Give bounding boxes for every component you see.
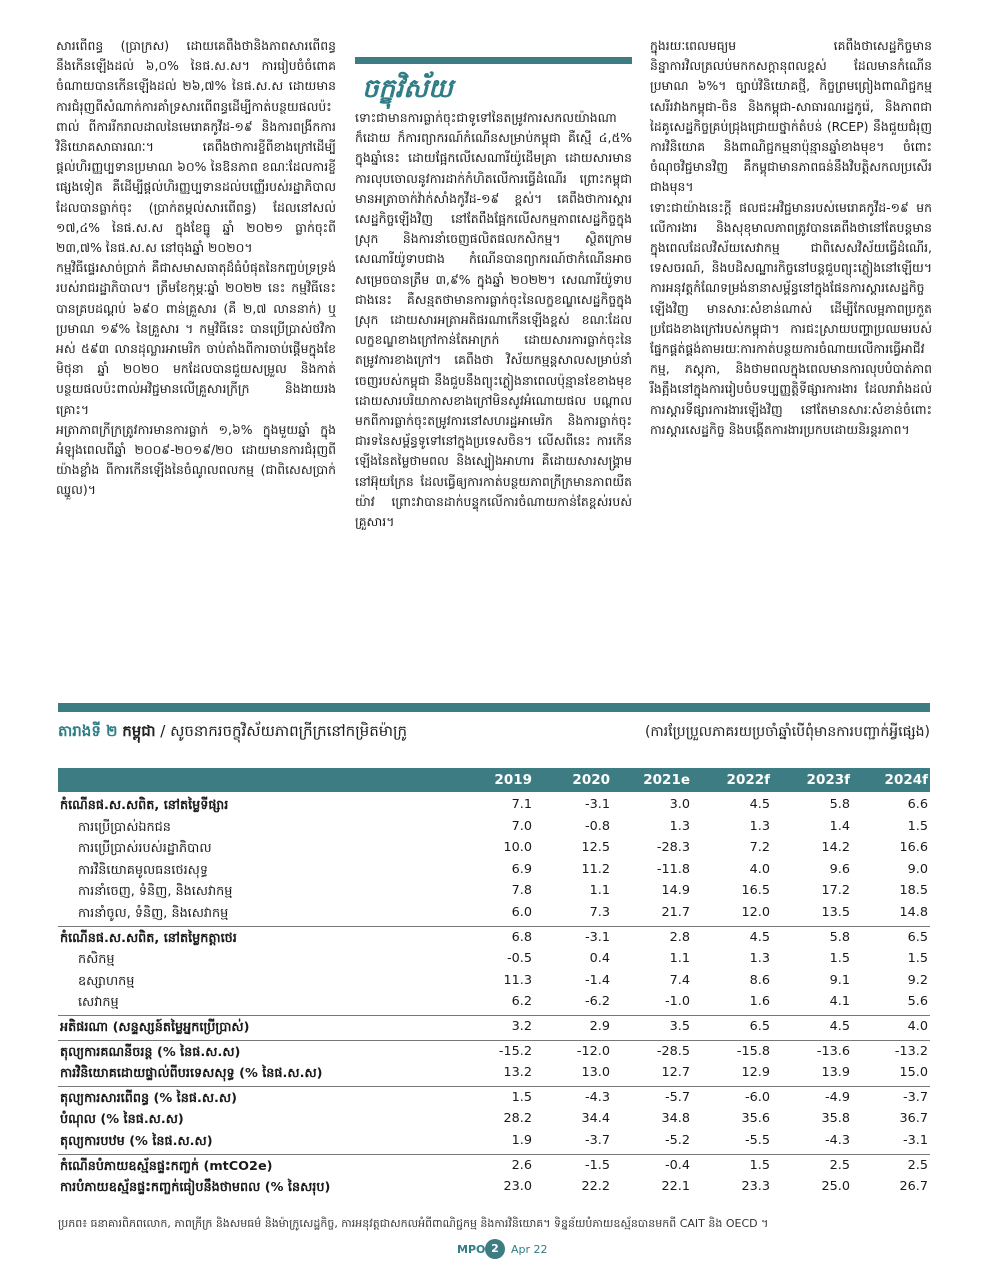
table-cell: 1.5 [749, 1157, 770, 1173]
table-cell: -1.4 [585, 972, 610, 988]
table-cell: -28.5 [656, 1043, 690, 1059]
table-cell: 18.5 [899, 883, 928, 899]
table-cell: 1.1 [669, 951, 690, 967]
table-cell: 3.5 [669, 1019, 690, 1034]
paragraph: ទោះជាយ៉ាងនេះក្ដី ផលជះអវិជ្ជមានរបស់មេរោគកូវីដ-១៩ មកលើការងារ និងសុខុមាលភាពត្រូវបានគេពឹងថានៅតែបន្តមានក្នុងពេលដែលវិស័យសេវាកម្ម ជាពិសេសវិស័យធ្វើដំណើរ, ទេសចរណ៍, និងបដិសណ្ឋារកិច្ចនៅបន្តជួបព្យុះភ្លៀងនៅឡើយ។ ការអនុវត្តកំណែទម្រង់នានាសម្ព័ន្ធនៅក្នុងផែនការស្ដារសេដ្ឋកិច្ចឡើងវិញ មានសារៈសំខាន់ណាស់ ដើម្បីកែលម្អភាពប្រកួតប្រជែងខាងក្រៅរបស់កម្ពុជា។ ការជះស្រាយបញ្ហាប្រឈមរបស់ផ្នែកផ្គត់ផ្គង់តាមរយៈការកាត់បន្ថយការចំណាយលើការធ្វើអាជីវកម្ម, ភស្តុភា, និងថាមពលក្នុងពេលមានការលុបបំបាត់ភាពរឹងត្អឹងនៅក្នុងការរៀបចំបទប្បញ្ញត្តិទីផ្សារការងារ ដែលរារាំងដល់ការស្ដារទីផ្សារការងារឡើងវិញ នៅតែមានសារៈសំខាន់ចំពោះការស្ដារសេដ្ឋកិច្ច និងបង្កើតការងារប្រកបដោយនិរន្តរភាព។ [650, 199, 932, 437]
row-label: កំណើនផ.ស.សពិត, នៅតម្លៃទីផ្សារ [60, 798, 229, 813]
table-cell: -13.6 [816, 1043, 850, 1059]
table-cell: 6.8 [511, 929, 532, 945]
table-row [58, 817, 930, 838]
table-cell: 1.5 [907, 951, 928, 967]
table-cell: -1.0 [665, 994, 690, 1010]
table-cell: -11.8 [656, 861, 690, 877]
table-cell: 14.2 [821, 840, 850, 856]
table-cell: 17.2 [821, 883, 850, 899]
paragraph: កម្មវិធីផ្ទេរសាច់ប្រាក់ គឺជាសមាសធាតុដ៏ធំបំផុតនៃកញ្ចប់ទ្រទ្រង់របស់រាជរដ្ឋាភិបាល។ ត្រឹមខែកុម្ភៈឆ្នាំ ២០២២ នេះ កម្មវិធីនេះបានគ្របដណ្ដប់ ៦៩០ ពាន់គ្រួសារ (គឺ ២,៧ លាននាក់) ឬប្រមាណ ១៩% នៃគ្រួសារ ។ កម្មវិធីនេះ បានប្រើប្រាស់ថវិកាអស់ ៥៩៣ លានដុល្លារអាមេរិក ចាប់តាំងពីការចាប់ផ្ដើមក្នុងខែមិថុនា ឆ្នាំ ២០២០ មកដែលបានជួយសម្រួល និងកាត់បន្ថយផលប៉ះពាល់អវិជ្ជមានលើគ្រួសារក្រីក្រ និងងាយរងគ្រោះ។ [56, 260, 336, 417]
row-label: ការនាំចូល, ទំនិញ, និងសេវាកម្ម [78, 906, 229, 921]
paragraph: អត្រាភាពក្រីក្រត្រូវការមានការធ្លាក់ ១,៦% ក្នុងមួយឆ្នាំ ក្នុងអំឡុងពេលពីឆ្នាំ ២០០៩-២០១៩/២០ ដោយមានការជំរុញពីយ៉ាងខ្លាំង ពីការកើនឡើងនៃចំណូលពលកម្ម (ជាពិសេសប្រាក់ឈ្នួល)។ [56, 421, 336, 498]
table-cell: 2.6 [511, 1157, 532, 1173]
table-cell: 6.5 [907, 929, 928, 945]
table-cell: -5.2 [665, 1133, 690, 1148]
paragraph: ទោះជាមានការធ្លាក់ចុះជាទូទៅនៃតម្រូវការសកលយ៉ាងណាក៏ដោយ ក៏ការព្យាករណ៍កំណើនសម្រាប់កម្ពុជា គឺស្មើ ៤,៥% ក្នុងឆ្នាំនេះ ដោយផ្អែកលើសេណារីយ៉ូដើមគ្រា ដោយសារមានការលុបចោលនូវការដាក់កំហិតលើការធ្វើដំណើរ ព្រោះកម្ពុជាមានអត្រាចាក់វ៉ាក់សាំងកូវីដ-១៩ ខ្ពស់។ គេពឹងថាការស្ដារសេដ្ឋកិច្ចឡើងវិញ នៅតែពឹងផ្អែកលើសកម្មភាពសេដ្ឋកិច្ចក្នុងស្រុក និងការនាំចេញផលិតផលកសិកម្ម។ ស្ថិតក្រោមសេណារីយ៉ូទាបជាង កំណើនបានព្យាករណ៍ថាកំណើនអាចសម្រេចបានត្រឹម ៣,៩% ក្នុងឆ្នាំ ២០២២។ សេណារីយ៉ូទាបជាងនេះ គឺសន្មតថាមានការធ្លាក់ចុះនៃលក្ខខណ្ឌសេដ្ឋកិច្ចក្នុងស្រុក ដោយសារអត្រាអតិផរណាកើនឡើងខ្ពស់ ខណៈដែលលក្ខខណ្ឌខាងក្រៅកាន់តែអាក្រក់ ដោយសារការធ្លាក់ចុះនៃតម្រូវការខាងក្រៅ។ គេពឹងថា វិស័យកម្មន្តសាលសម្រាប់នាំចេញរបស់កម្ពុជា នឹងជួបនឹងព្យុះភ្លៀងនាពេលប៉ុន្មានខែខាងមុខ ដោយសារបរិយាកាសខាងក្រៅមិនសូវអំណោយផល បណ្ដាលមកពីការធ្លាក់ចុះតម្រូវការនៅសហរដ្ឋអាមេរិក និងការធ្លាក់ចុះជារទនៃសម្ព័ន្ធទូទៅនៅក្នុងប្រទេសចិន។ លើសពីនេះ ការកើនឡើងនៃតម្លៃថាមពល និងស្បៀងអាហារ គឺដោយសារសង្គ្រាមនៅអ៊ុយក្រែន ដែលធ្វើឲ្យការកាត់បន្ថយភាពក្រីក្រមានភាពយឺតយ៉ាវ ព្រោះវាបានដាក់បន្ទុកលើការចំណាយកាន់តែខ្ពស់របស់គ្រួសារ។ [355, 110, 632, 530]
table-cell: 22.1 [661, 1179, 690, 1195]
row-label: ឧស្សាហកម្ម [78, 973, 135, 989]
table-cell: 12.7 [661, 1065, 690, 1081]
table-cell: 9.2 [907, 972, 928, 988]
table-cell: -3.1 [903, 1133, 928, 1148]
row-divider [58, 1040, 930, 1041]
table-cell: -0.8 [585, 818, 610, 834]
table-row [58, 860, 930, 881]
table-cell: 6.5 [749, 1019, 770, 1034]
table-cell: 23.3 [741, 1179, 770, 1195]
table-cell: 1.4 [829, 818, 850, 834]
table-row [58, 903, 930, 924]
row-label: កសិកម្ម [78, 952, 115, 968]
table-cell: -3.7 [585, 1133, 610, 1148]
table-cell: 14.9 [661, 883, 690, 899]
table-cell: 1.6 [749, 994, 770, 1010]
row-label: អតិផរណា (សន្ទស្សន៍តម្លៃអ្នកប្រើប្រាស់) [60, 1020, 250, 1035]
text-column-1 [56, 36, 336, 501]
table-cell: 3.0 [669, 797, 690, 812]
row-label: បំណុល (% នៃផ.ស.ស) [60, 1112, 184, 1128]
table-cell: 13.0 [581, 1065, 610, 1081]
table-cell: 4.5 [749, 929, 770, 945]
row-label: សេវាកម្ម [78, 995, 119, 1011]
year-header: 2021e [643, 772, 690, 788]
table-cell: 13.5 [821, 905, 850, 920]
table-cell: -3.7 [903, 1089, 928, 1105]
table-cell: 7.2 [749, 840, 770, 856]
table-cell: 21.7 [661, 905, 690, 920]
table-cell: -28.3 [656, 840, 690, 856]
section-title: ចក្ខុវិស័យ [362, 74, 453, 104]
table-cell: 4.1 [829, 994, 850, 1010]
table-header [58, 768, 930, 792]
table-cell: 34.4 [581, 1111, 610, 1127]
row-divider [58, 926, 930, 927]
table-cell: 6.0 [511, 905, 532, 920]
table-cell: -13.2 [894, 1043, 928, 1059]
row-label: ការប្រើប្រាស់ឯកជន [78, 819, 171, 835]
section-bar [355, 57, 632, 64]
table-cell: -5.5 [745, 1133, 770, 1148]
table-cell: 26.7 [899, 1179, 928, 1195]
table-cell: -3.1 [585, 929, 610, 945]
year-header: 2022f [726, 772, 770, 788]
table-cell: 7.1 [511, 797, 532, 812]
table-cell: 23.0 [503, 1179, 532, 1195]
table-cell: 10.0 [503, 840, 532, 856]
year-header: 2019 [494, 772, 532, 788]
table-cell: 1.5 [829, 951, 850, 967]
table-cell: 6.6 [907, 797, 928, 812]
table-cell: 3.2 [511, 1019, 532, 1034]
row-divider [58, 1154, 930, 1155]
table-cell: -12.0 [576, 1043, 610, 1059]
table-cell: 35.6 [741, 1111, 770, 1127]
table-cell: 1.3 [669, 818, 690, 834]
row-label: ការបំភាយឧស្ម័នផ្ទះកញ្ចក់ធៀបនឹងថាមពល (% នៃសរុប) [60, 1180, 331, 1196]
table-cell: -5.7 [665, 1089, 690, 1105]
table-cell: 6.2 [511, 994, 532, 1010]
table-cell: 9.6 [829, 861, 850, 877]
row-label: តុល្យការសារពើពន្ធ (% នៃផ.ស.ស) [60, 1090, 237, 1106]
table-number: តារាងទី ២ [58, 722, 118, 740]
table-row [58, 1177, 930, 1198]
table-cell: 12.0 [741, 905, 770, 920]
table-cell: -15.8 [736, 1043, 770, 1059]
table-cell: -4.9 [825, 1089, 850, 1105]
table-cell: 14.8 [899, 905, 928, 920]
table-cell: 9.0 [907, 861, 928, 877]
table-cell: -3.1 [585, 797, 610, 812]
table-cell: -1.5 [585, 1157, 610, 1173]
table-cell: 6.9 [511, 861, 532, 877]
table-row [58, 795, 930, 816]
table-top-bar [58, 703, 930, 712]
table-row [58, 1063, 930, 1084]
table-cell: 4.0 [907, 1019, 928, 1034]
table-cell: 1.3 [749, 951, 770, 967]
table-row [58, 992, 930, 1013]
table-cell: 7.4 [669, 972, 690, 988]
table-title [58, 722, 930, 748]
table-title-separator: / [155, 722, 171, 740]
table-row [58, 949, 930, 970]
table-cell: -6.0 [745, 1089, 770, 1105]
table-cell: 4.5 [829, 1019, 850, 1034]
table-cell: -0.5 [507, 951, 532, 967]
table-country: កម្ពុជា [122, 722, 156, 740]
row-divider [58, 1015, 930, 1016]
table-cell: 12.5 [581, 840, 610, 856]
table-cell: 13.2 [503, 1065, 532, 1081]
table-cell: 11.3 [503, 972, 532, 988]
row-label: កំណើនផ.ស.សពិត, នៅតម្លៃកត្តាថេរ [60, 930, 237, 946]
table-cell: 7.8 [511, 883, 532, 899]
page-footer [0, 1239, 989, 1261]
table-cell: 36.7 [899, 1111, 928, 1127]
footer-brand: MPO [457, 1243, 486, 1256]
footer-date: Apr 22 [511, 1243, 548, 1256]
table-cell: 22.2 [581, 1179, 610, 1195]
year-header: 2023f [806, 772, 850, 788]
table-cell: -0.4 [665, 1157, 690, 1173]
text-column-3 [650, 36, 932, 440]
table-cell: 5.6 [907, 994, 928, 1010]
table-cell: -4.3 [585, 1089, 610, 1105]
table-cell: -15.2 [498, 1043, 532, 1059]
table-cell: 0.4 [589, 951, 610, 967]
year-header: 2020 [572, 772, 610, 788]
table-cell: 25.0 [821, 1179, 850, 1195]
table-cell: 1.5 [511, 1089, 532, 1105]
table-cell: 8.6 [749, 972, 770, 988]
row-label: កំណើនបំភាយឧស្ម័នផ្ទះកញ្ចក់ (mtCO2e) [60, 1158, 273, 1174]
year-header: 2024f [884, 772, 928, 788]
table-cell: 7.3 [589, 905, 610, 920]
table-cell: 15.0 [899, 1065, 928, 1081]
row-label: តុល្យការគណនីចរន្ត (% នៃផ.ស.ស) [60, 1044, 241, 1060]
table-cell: 4.5 [749, 797, 770, 812]
table-cell: 13.9 [821, 1065, 850, 1081]
table-title-text: សូចនាករចក្ខុវិស័យភាពក្រីក្រនៅកម្រិតម៉ាក្រូ [170, 722, 407, 740]
table-cell: 1.5 [907, 818, 928, 834]
page-number: 2 [485, 1239, 505, 1259]
table-cell: 1.9 [511, 1133, 532, 1148]
row-label: ការនាំចេញ, ទំនិញ, និងសេវាកម្ម [78, 884, 233, 900]
table-cell: 16.6 [899, 840, 928, 856]
table-cell: 11.2 [581, 861, 610, 877]
paragraph: សារពើពន្ធ (ប្រាក្រស) ដោយគេពឹងថានិងភាពសារពើពន្ធនឹងកើនឡើងដល់ ៦,០% នៃផ.ស.ស។ ការរៀបចំចំពោគចំណាយបានកើនឡើងដល់ ២៦,៧% នៃផ.ស.ស ដោយមានការជំរុញពីសំណាក់ការគាំទ្រសារពើពន្ធដើម្បីកាត់បន្ថយផលប៉ះពាល់ ពីការរីករាលដាលនៃមេរោគកូវីដ-១៩ និងការពង្រីកការវិនិយោគសាធារណៈ។ គេពឹងថាការខ្ចីពីខាងក្រៅដើម្បីផ្ដល់ហិរញ្ញប្បទានប្រមាណ ៦០% នៃឱនភាព ខណៈដែលការខ្ចីផ្សេងទៀត គឺដើម្បីផ្ដល់ហិរញ្ញប្បទានដល់បញ្ញើរបស់រដ្ឋាភិបាល ដែលបានធ្លាក់ចុះ (ប្រាក់តម្កល់សារពើពន្ធ) ដែលនៅសល់ ១៧,៤% នៃផ.ស.ស ក្នុងខែធ្នូ ឆ្នាំ ២០២១ ធ្លាក់ចុះពី ២៣,៧% នៃផ.ស.ស នៅចុងឆ្នាំ ២០២០។ [56, 38, 336, 256]
table-row [58, 881, 930, 902]
table-row [58, 1156, 930, 1177]
table-cell: 2.9 [589, 1019, 610, 1034]
row-divider [58, 1086, 930, 1087]
table-cell: 2.8 [669, 929, 690, 945]
table-cell: 16.5 [741, 883, 770, 899]
table-row [58, 1042, 930, 1063]
row-label: តុល្យការបឋម (% នៃផ.ស.ស) [60, 1134, 213, 1149]
table-source: ប្រភព៖ ធនាគារពិភពលោក, ភាពក្រីក្រ និងសមធម៌ និងម៉ាក្រូសេដ្ឋកិច្ច, ការអនុវត្តជាសកលអំពីពាណិជ្ជកម្ម និងការវិនិយោគ។ ទិន្នន័យបំភាយឧស្ម័នបានមកពី CAIT និង OECD ។ [58, 1217, 769, 1230]
table-cell: -6.2 [585, 994, 610, 1010]
table-row [58, 971, 930, 992]
table-cell: 28.2 [503, 1111, 532, 1127]
table-row [58, 1017, 930, 1038]
table-cell: 4.0 [749, 861, 770, 877]
table-row [58, 1109, 930, 1130]
table-row [58, 928, 930, 949]
table-cell: 5.8 [829, 929, 850, 945]
table-cell: 2.5 [907, 1157, 928, 1173]
table-cell: 34.8 [661, 1111, 690, 1127]
table-row [58, 838, 930, 859]
table-cell: -4.3 [825, 1133, 850, 1148]
table-cell: 12.9 [741, 1065, 770, 1081]
table-cell: 1.1 [589, 883, 610, 899]
table-row [58, 1131, 930, 1152]
table-cell: 5.8 [829, 797, 850, 812]
row-label: ការវិនិយោគដោយផ្ទាល់ពីបរទេសសុទ្ធ (% នៃផ.ស.ស) [60, 1066, 323, 1082]
table-note: (ការប្រែប្រួលភាគរយប្រចាំឆ្នាំបើពុំមានការបញ្ជាក់អ្វីផ្សេង) [644, 724, 930, 740]
table-cell: 9.1 [829, 972, 850, 988]
paragraph: ក្នុងរយៈពេលមធ្យម គេពឹងថាសេដ្ឋកិច្ចមាននិន្នាការវិលត្រលប់មកកសក្ដានុពលខ្ពស់ ដែលមានកំណើនប្រមាណ ៦%។ ច្បាប់វិនិយោគថ្មី, កិច្ចព្រមព្រៀងពាណិជ្ជកម្មសេរីរវាងកម្ពុជា-ចិន និងកម្ពុជា-សាធារណរដ្ឋកូរ៉េ, និងភាពជាដៃគូសេដ្ឋកិច្ចគ្រប់ជ្រុងជ្រោយថ្នាក់តំបន់ (RCEP) នឹងជួយជំរុញការវិនិយោគ និងពាណិជ្ជកម្មនាប៉ុន្មានឆ្នាំខាងមុខ។ ចំពោះចំណុចវិជ្ជមានវិញ គឺកម្ពុជាមានភាពធន់នឹងវិបត្តិសកលប្រសើរជាងមុន។ [650, 38, 932, 195]
table-cell: 35.8 [821, 1111, 850, 1127]
table-cell: 2.5 [829, 1157, 850, 1173]
row-label: ការវិនិយោគមូលធនថេរសុទ្ធ [78, 862, 208, 878]
table-row [58, 1088, 930, 1109]
row-label: ការប្រើប្រាស់របស់រដ្ឋាភិបាល [78, 841, 212, 857]
table-cell: 1.3 [749, 818, 770, 834]
table-cell: 7.0 [511, 818, 532, 834]
